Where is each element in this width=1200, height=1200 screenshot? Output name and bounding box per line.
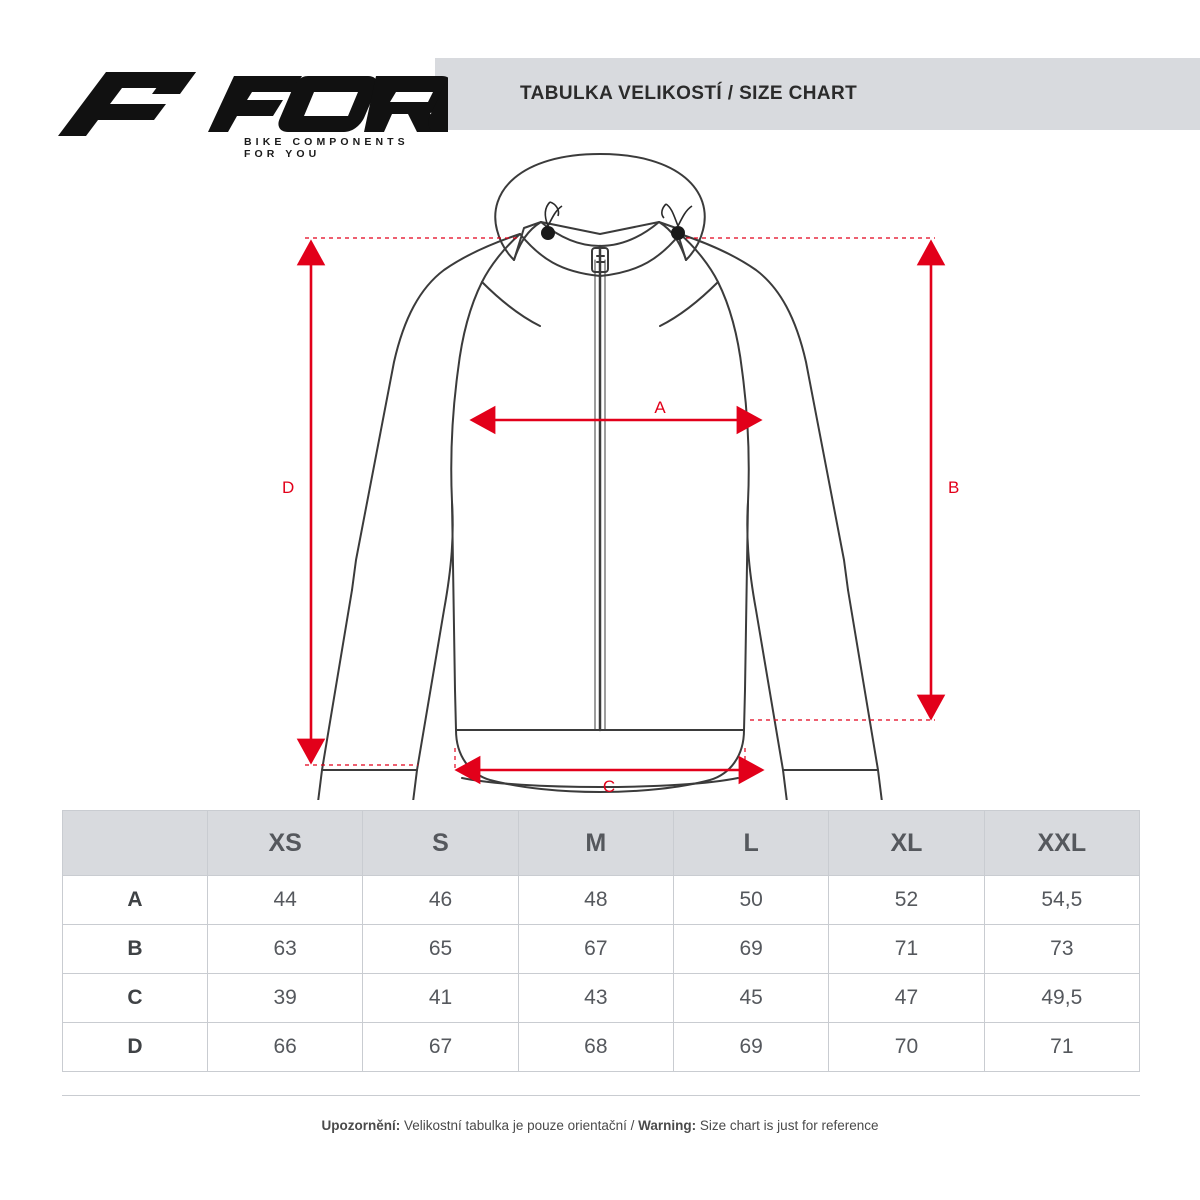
col-header-s: S (363, 811, 518, 876)
cell-a-xxl: 54,5 (984, 876, 1139, 925)
footer-warning-label-en: Warning: (638, 1118, 697, 1133)
row-label-b: B (63, 925, 208, 974)
page-header (0, 58, 1200, 160)
cell-a-xl: 52 (829, 876, 984, 925)
garment-diagram (0, 130, 1200, 800)
cell-d-l: 69 (673, 1023, 828, 1072)
measure-arrow-a (472, 398, 760, 420)
logo-tagline: BIKE COMPONENTS FOR YOU (244, 136, 409, 160)
col-header-xxl: XXL (984, 811, 1139, 876)
cell-d-xs: 66 (208, 1023, 363, 1072)
cell-d-s: 67 (363, 1023, 518, 1072)
cell-b-l: 69 (673, 925, 828, 974)
cell-c-xl: 47 (829, 974, 984, 1023)
size-table-body (63, 876, 1140, 1072)
cell-a-m: 48 (518, 876, 673, 925)
cell-a-s: 46 (363, 876, 518, 925)
cell-d-xxl: 71 (984, 1023, 1139, 1072)
measure-label-c: C (602, 777, 616, 796)
col-header-m: M (518, 811, 673, 876)
cell-a-l: 50 (673, 876, 828, 925)
page-title: TABULKA VELIKOSTÍ / SIZE CHART (520, 83, 858, 104)
cell-b-s: 65 (363, 925, 518, 974)
table-row (63, 925, 1140, 974)
col-header-xl: XL (829, 811, 984, 876)
measure-arrow-d (282, 242, 311, 762)
row-label-c: C (63, 974, 208, 1023)
footer-warning-text-en: Size chart is just for reference (696, 1118, 879, 1133)
jacket-outline (318, 154, 882, 800)
table-row (63, 876, 1140, 925)
garment-diagram-svg (0, 130, 1200, 800)
cell-c-xxl: 49,5 (984, 974, 1139, 1023)
row-label-d: D (63, 1023, 208, 1072)
cell-c-s: 41 (363, 974, 518, 1023)
size-table-head (63, 811, 1140, 876)
cell-c-xs: 39 (208, 974, 363, 1023)
cell-b-xs: 63 (208, 925, 363, 974)
drawcord-right-icon (662, 204, 692, 240)
col-header-l: L (673, 811, 828, 876)
row-label-a: A (63, 876, 208, 925)
measure-arrow-b (931, 242, 959, 718)
col-header-xs: XS (208, 811, 363, 876)
measure-label-d: D (282, 478, 295, 497)
footer-warning (0, 1118, 1200, 1133)
table-corner-cell (63, 811, 208, 876)
cell-b-xl: 71 (829, 925, 984, 974)
measure-extension-lines (305, 238, 935, 770)
cell-c-m: 43 (518, 974, 673, 1023)
footer-warning-label-cs: Upozornění: (321, 1118, 401, 1133)
cell-b-m: 67 (518, 925, 673, 974)
footer-warning-text-cs: Velikostní tabulka je pouze orientační / (400, 1118, 639, 1133)
footer-divider (62, 1095, 1140, 1096)
cell-d-m: 68 (518, 1023, 673, 1072)
table-row (63, 974, 1140, 1023)
cell-a-xs: 44 (208, 876, 363, 925)
size-table-wrap (62, 810, 1140, 1072)
table-row (63, 1023, 1140, 1072)
cell-b-xxl: 73 (984, 925, 1139, 974)
cell-d-xl: 70 (829, 1023, 984, 1072)
size-table (62, 810, 1140, 1072)
measure-label-b: B (948, 478, 960, 497)
measure-label-a: A (654, 398, 666, 417)
cell-c-l: 45 (673, 974, 828, 1023)
table-header-row (63, 811, 1140, 876)
